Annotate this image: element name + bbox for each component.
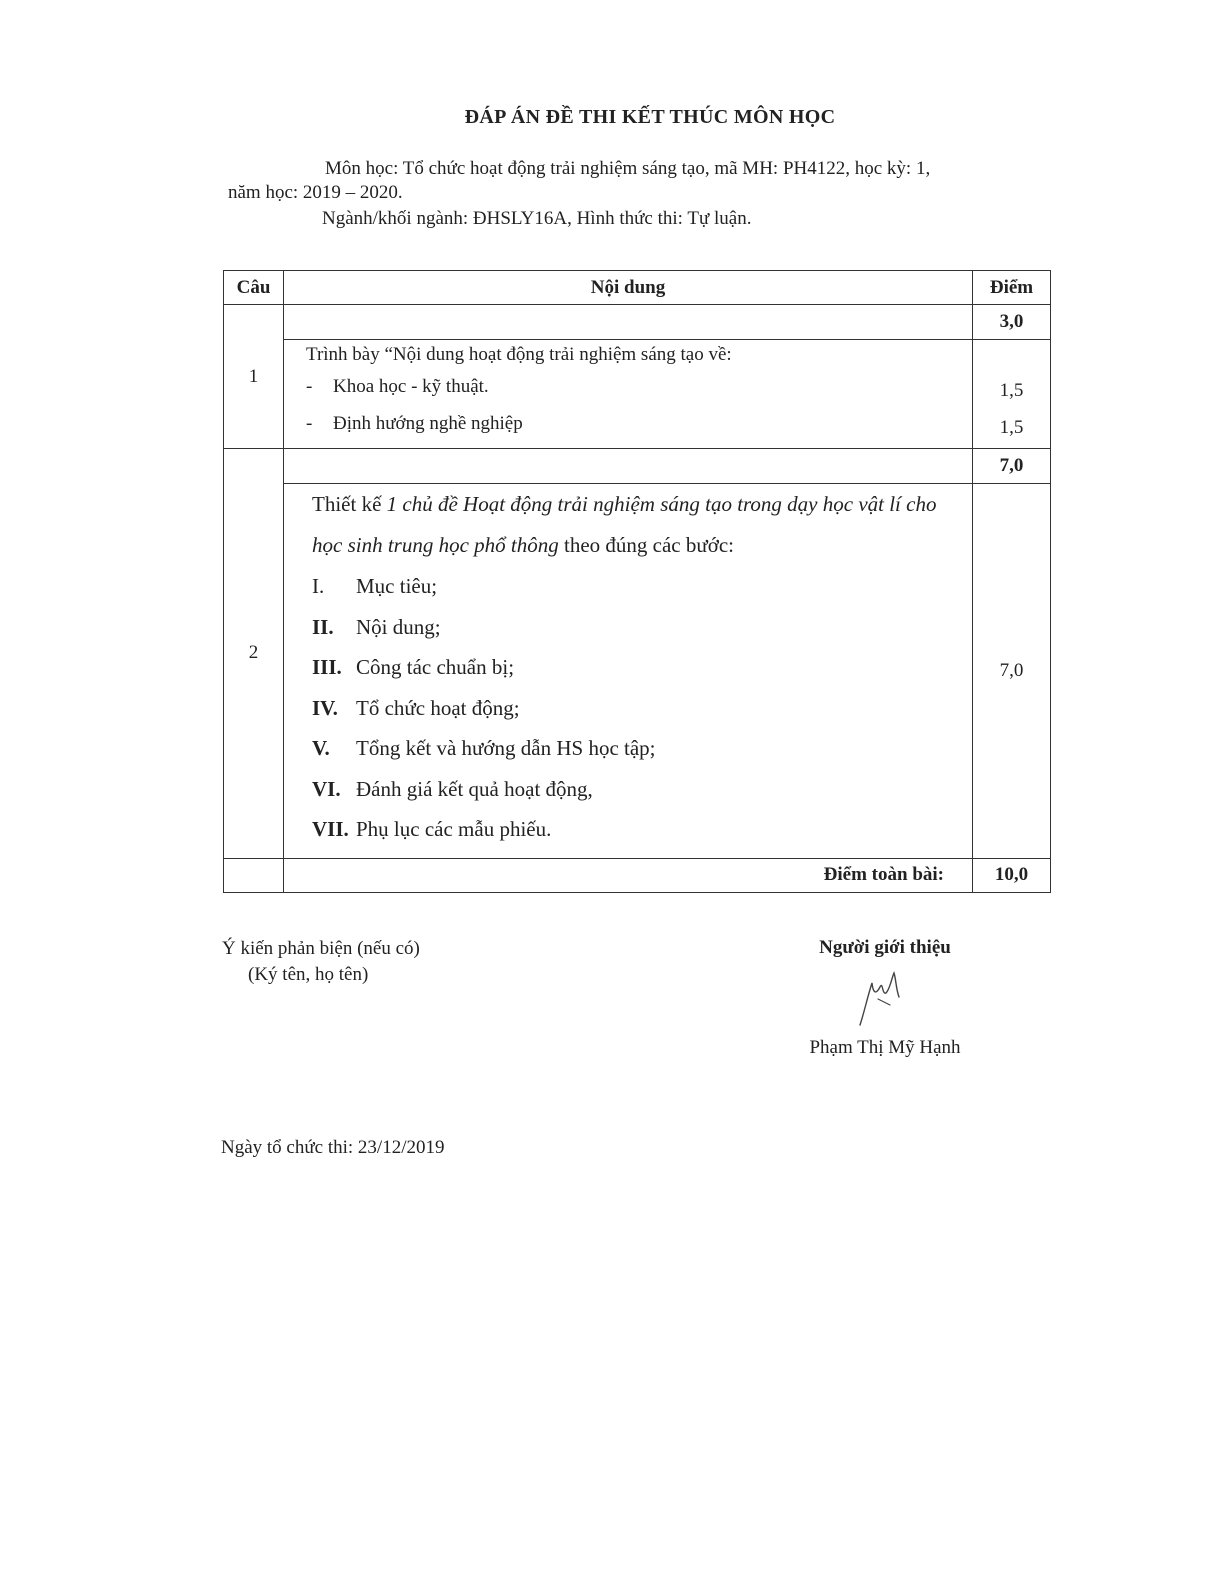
q1-total-points: 3,0 <box>973 305 1051 340</box>
q2-step <box>312 728 958 769</box>
q2-lead-text <box>312 484 958 566</box>
q2-step <box>312 607 958 648</box>
step-text: Tổng kết và hướng dẫn HS học tập; <box>356 736 656 760</box>
q2-lead-end: theo đúng các bước: <box>558 533 735 557</box>
total-value: 10,0 <box>973 858 1051 892</box>
q2-content-row <box>224 484 1051 859</box>
q1-total-row <box>224 305 1051 340</box>
step-number: II. <box>312 614 334 639</box>
total-label: Điểm toàn bài: <box>284 858 973 892</box>
step-text: Phụ lục các mẫu phiếu. <box>356 817 552 841</box>
reviewer-block <box>222 936 420 988</box>
q2-step <box>312 647 958 688</box>
q1-bullet <box>306 368 972 405</box>
table-header-row <box>224 271 1051 305</box>
step-text: Tổ chức hoạt động; <box>356 695 520 720</box>
answer-table-container <box>223 270 1051 887</box>
reviewer-sub: (Ký tên, họ tên) <box>248 964 369 985</box>
bullet-dash: - <box>306 376 313 397</box>
step-number: VI. <box>312 776 341 801</box>
q1-content-row <box>224 340 1051 449</box>
step-number: IV. <box>312 695 338 720</box>
q1-lead-text: Trình bày “Nội dung hoạt động trải nghiệm sáng tạo về: <box>306 344 732 365</box>
q1-points-cell <box>973 340 1051 449</box>
q2-blank-cell <box>284 449 973 484</box>
q1-bullet-points: 1,5 <box>999 417 1024 438</box>
page-title: ĐÁP ÁN ĐỀ THI KẾT THÚC MÔN HỌC <box>464 106 836 128</box>
total-blank-cell <box>224 858 284 892</box>
q2-number: 2 <box>224 449 284 859</box>
exam-date: Ngày tổ chức thi: 23/12/2019 <box>221 1137 445 1158</box>
step-number: III. <box>312 655 342 679</box>
header-cau: Câu <box>224 271 284 305</box>
total-row <box>224 858 1051 892</box>
bullet-dash: - <box>306 413 313 434</box>
q2-points: 7,0 <box>973 484 1051 859</box>
q2-step <box>312 566 958 607</box>
q1-number: 1 <box>224 305 284 449</box>
course-info-line: Môn học: Tổ chức hoạt động trải nghiệm sáng tạo, mã MH: PH4122, học kỳ: 1, <box>325 158 931 179</box>
q1-bullet-text: Định hướng nghề nghiệp <box>333 413 523 434</box>
presenter-name: Phạm Thị Mỹ Hạnh <box>809 1037 961 1058</box>
major-exam-form-line: Ngành/khối ngành: ĐHSLY16A, Hình thức thi: Tự luận. <box>322 208 752 229</box>
reviewer-label: Ý kiến phản biện (nếu có) <box>222 938 420 959</box>
q2-step <box>312 688 958 729</box>
step-number: I. <box>312 574 325 598</box>
q2-step <box>312 809 958 850</box>
q2-content <box>284 484 973 859</box>
header-noi-dung: Nội dung <box>284 271 973 305</box>
header-diem: Điểm <box>973 271 1051 305</box>
step-text: Đánh giá kết quả hoạt động, <box>356 776 593 801</box>
signature-mark <box>850 965 920 1030</box>
q1-bullet-text: Khoa học - kỹ thuật. <box>333 376 489 397</box>
q1-blank-cell <box>284 305 973 340</box>
step-text: Công tác chuẩn bị; <box>356 655 515 679</box>
school-year-line: năm học: 2019 – 2020. <box>228 182 403 203</box>
q1-content <box>284 340 973 449</box>
step-number: VII. <box>312 817 349 841</box>
q1-bullet <box>306 405 972 442</box>
q2-total-row <box>224 449 1051 484</box>
answer-table <box>223 270 1051 893</box>
q2-lead-italic: 1 chủ đề Hoạt động trải nghiệm sáng tạo trong dạy học vật lí cho học sinh trung học phổ thông <box>312 492 937 557</box>
step-text: Nội dung; <box>356 614 441 639</box>
q2-lead-start: Thiết kế <box>312 492 387 516</box>
presenter-block <box>780 937 990 959</box>
q1-bullet-points: 1,5 <box>999 380 1024 401</box>
q2-step <box>312 769 958 810</box>
step-text: Mục tiêu; <box>356 574 438 598</box>
presenter-role: Người giới thiệu <box>819 937 951 958</box>
q2-total-points: 7,0 <box>973 449 1051 484</box>
step-number: V. <box>312 736 330 760</box>
